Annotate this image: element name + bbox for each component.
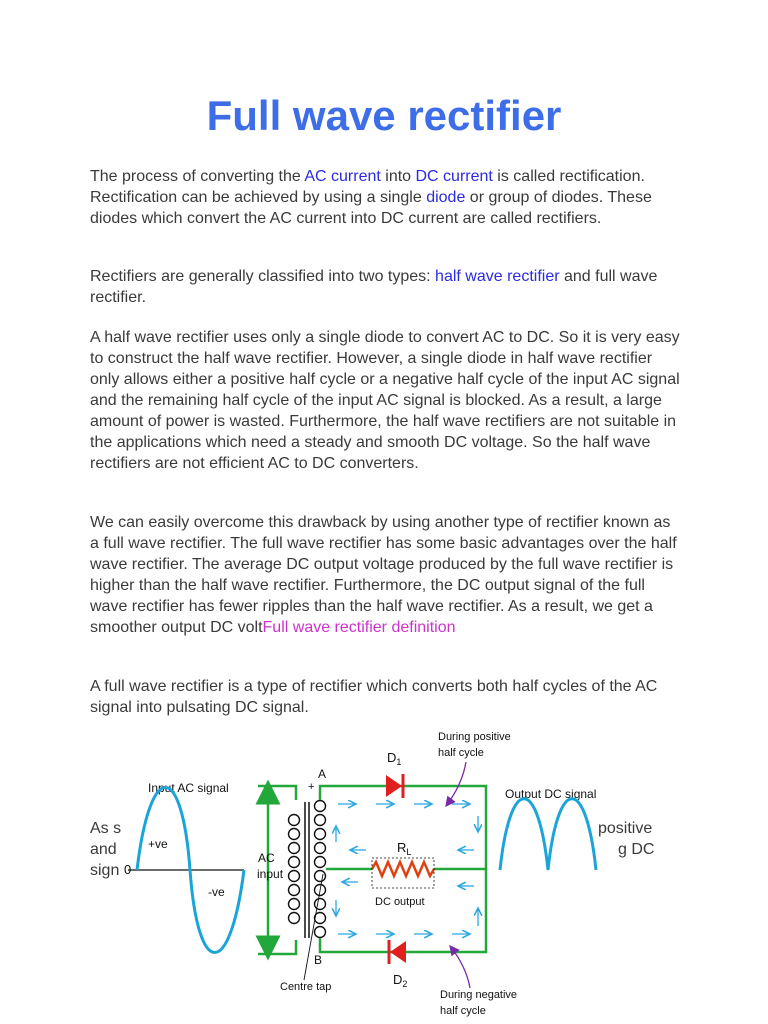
negative-half-cycle-label: half cycle bbox=[440, 1005, 486, 1017]
plus-sign: + bbox=[308, 781, 315, 793]
link-half-wave-rectifier[interactable]: half wave rectifier bbox=[435, 268, 560, 285]
positive-half-cycle-label: half cycle bbox=[438, 747, 484, 759]
minus-sign: - bbox=[318, 939, 322, 951]
obscured-line: and bbox=[90, 841, 117, 858]
dc-output-label: DC output bbox=[375, 896, 425, 908]
ac-input-label: input bbox=[257, 867, 284, 881]
link-ac-current[interactable]: AC current bbox=[304, 168, 381, 185]
text-span: We can easily overcome this drawback by using another type of rectifier known as a full wave rectifier. The full wave rectifier has some basic advantages over the half wave rectifier. The average DC output voltage produced by the full wave rectifier is higher than the half wave rectifier. Furthermore, the DC output signal of the full wave rectifier has fewer ripples than the half wave rectifier. As a result, we get a smoother output DC volt bbox=[90, 514, 677, 636]
diode-d1-label: $D_1$ bbox=[387, 750, 402, 767]
diode-d2-label: $D_2$ bbox=[393, 972, 408, 989]
section-heading-definition: Full wave rectifier definition bbox=[262, 619, 456, 636]
obscured-line: sign bbox=[90, 862, 120, 879]
terminal-a-label: A bbox=[318, 767, 327, 781]
minus-ve-label: -ve bbox=[208, 885, 225, 899]
plus-ve-label: +ve bbox=[148, 837, 168, 851]
output-dc-signal-label: Output DC signal bbox=[505, 787, 597, 801]
page-title: Full wave rectifier bbox=[206, 92, 562, 139]
text-span: into bbox=[380, 168, 416, 185]
text-span: The process of converting the bbox=[90, 168, 305, 185]
paragraph-half-wave: A half wave rectifier uses only a single diode to convert AC to DC. So it is very easy to construct the half wave rectifier. However, a single diode in half wave rectifier only allows either a positive half cycle or a negative half cycle of the input AC signal and the remaining half cycle of the input AC signal is blocked. As a result, a large amount of power is wasted. Furthermore, the half wave rectifiers are not suitable in the applications which need a steady and smooth DC voltage. So the half wave rectifiers are not efficient AC to DC converters. bbox=[90, 329, 680, 472]
text-span: and full wave rectifier. bbox=[90, 268, 658, 306]
text-span: Rectifiers are generally classified into two types: bbox=[90, 268, 436, 285]
zero-label: 0 bbox=[124, 862, 132, 877]
resistor-label: $R_L$ bbox=[397, 840, 412, 857]
paragraph-definition: A full wave rectifier is a type of rectifier which converts both half cycles of the AC signal into pulsating DC signal. bbox=[90, 678, 658, 716]
input-ac-signal-label: Input AC signal bbox=[148, 781, 229, 795]
obscured-line: g DC bbox=[618, 841, 655, 858]
text-span: or group of diodes. These diodes which convert the AC current into DC current are called rectifiers. bbox=[90, 189, 652, 227]
link-diode[interactable]: diode bbox=[426, 189, 466, 206]
negative-half-cycle-label: During negative bbox=[440, 989, 518, 1001]
text-span: is called rectification. Rectification can be achieved by using a single bbox=[90, 168, 645, 206]
link-dc-current[interactable]: DC current bbox=[415, 168, 493, 185]
positive-half-cycle-label: During positive bbox=[438, 731, 511, 743]
obscured-line: positive bbox=[598, 820, 653, 837]
obscured-line: As s bbox=[90, 820, 122, 837]
terminal-b-label: B bbox=[314, 953, 323, 967]
ac-input-label: AC bbox=[258, 851, 275, 865]
centre-tap-label: Centre tap bbox=[280, 981, 332, 993]
